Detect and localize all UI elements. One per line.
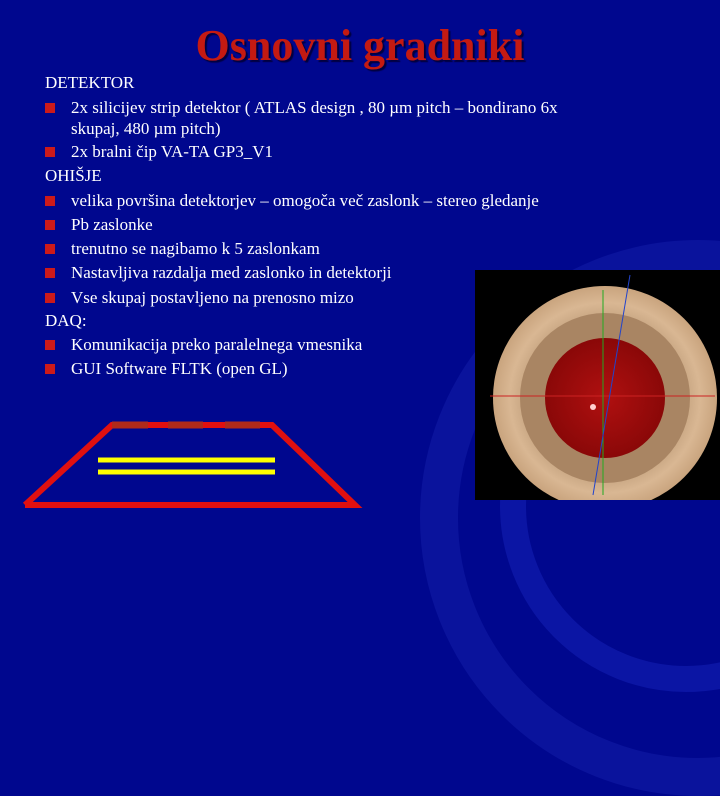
list-item-text: velika površina detektorjev – omogoča več zaslonk – stereo gledanje [71,191,539,210]
list-item-text: Pb zaslonke [71,215,153,234]
list-item-text: trenutno se nagibamo k 5 zaslonkam [71,239,320,258]
red-core [545,338,665,458]
section-heading-detektor: DETEKTOR [45,73,135,92]
page-title: Osnovni gradniki [195,21,525,70]
gui-3d-view [475,270,720,500]
section-heading-daq: DAQ: [45,311,87,330]
marker [590,404,596,410]
list-item-text: 2x silicijev strip detektor ( ATLAS design , 80 µm pitch – bondirano 6x [71,98,558,117]
gui-screenshot [475,270,720,500]
list-item-text: Vse skupaj postavljeno na prenosno mizo [71,288,354,307]
list-item-continuation: skupaj, 480 µm pitch) [71,119,221,138]
list-item-text: 2x bralni čip VA-TA GP3_V1 [71,142,274,161]
list-item-text: Nastavljiva razdalja med zaslonko in detektorji [71,263,392,282]
list-item-text: GUI Software FLTK (open GL) [71,359,288,378]
list-item-text: Komunikacija preko paralelnega vmesnika [71,335,363,354]
housing-trapezoid [25,425,355,505]
section-heading-ohisje: OHIŠJE [45,166,102,185]
